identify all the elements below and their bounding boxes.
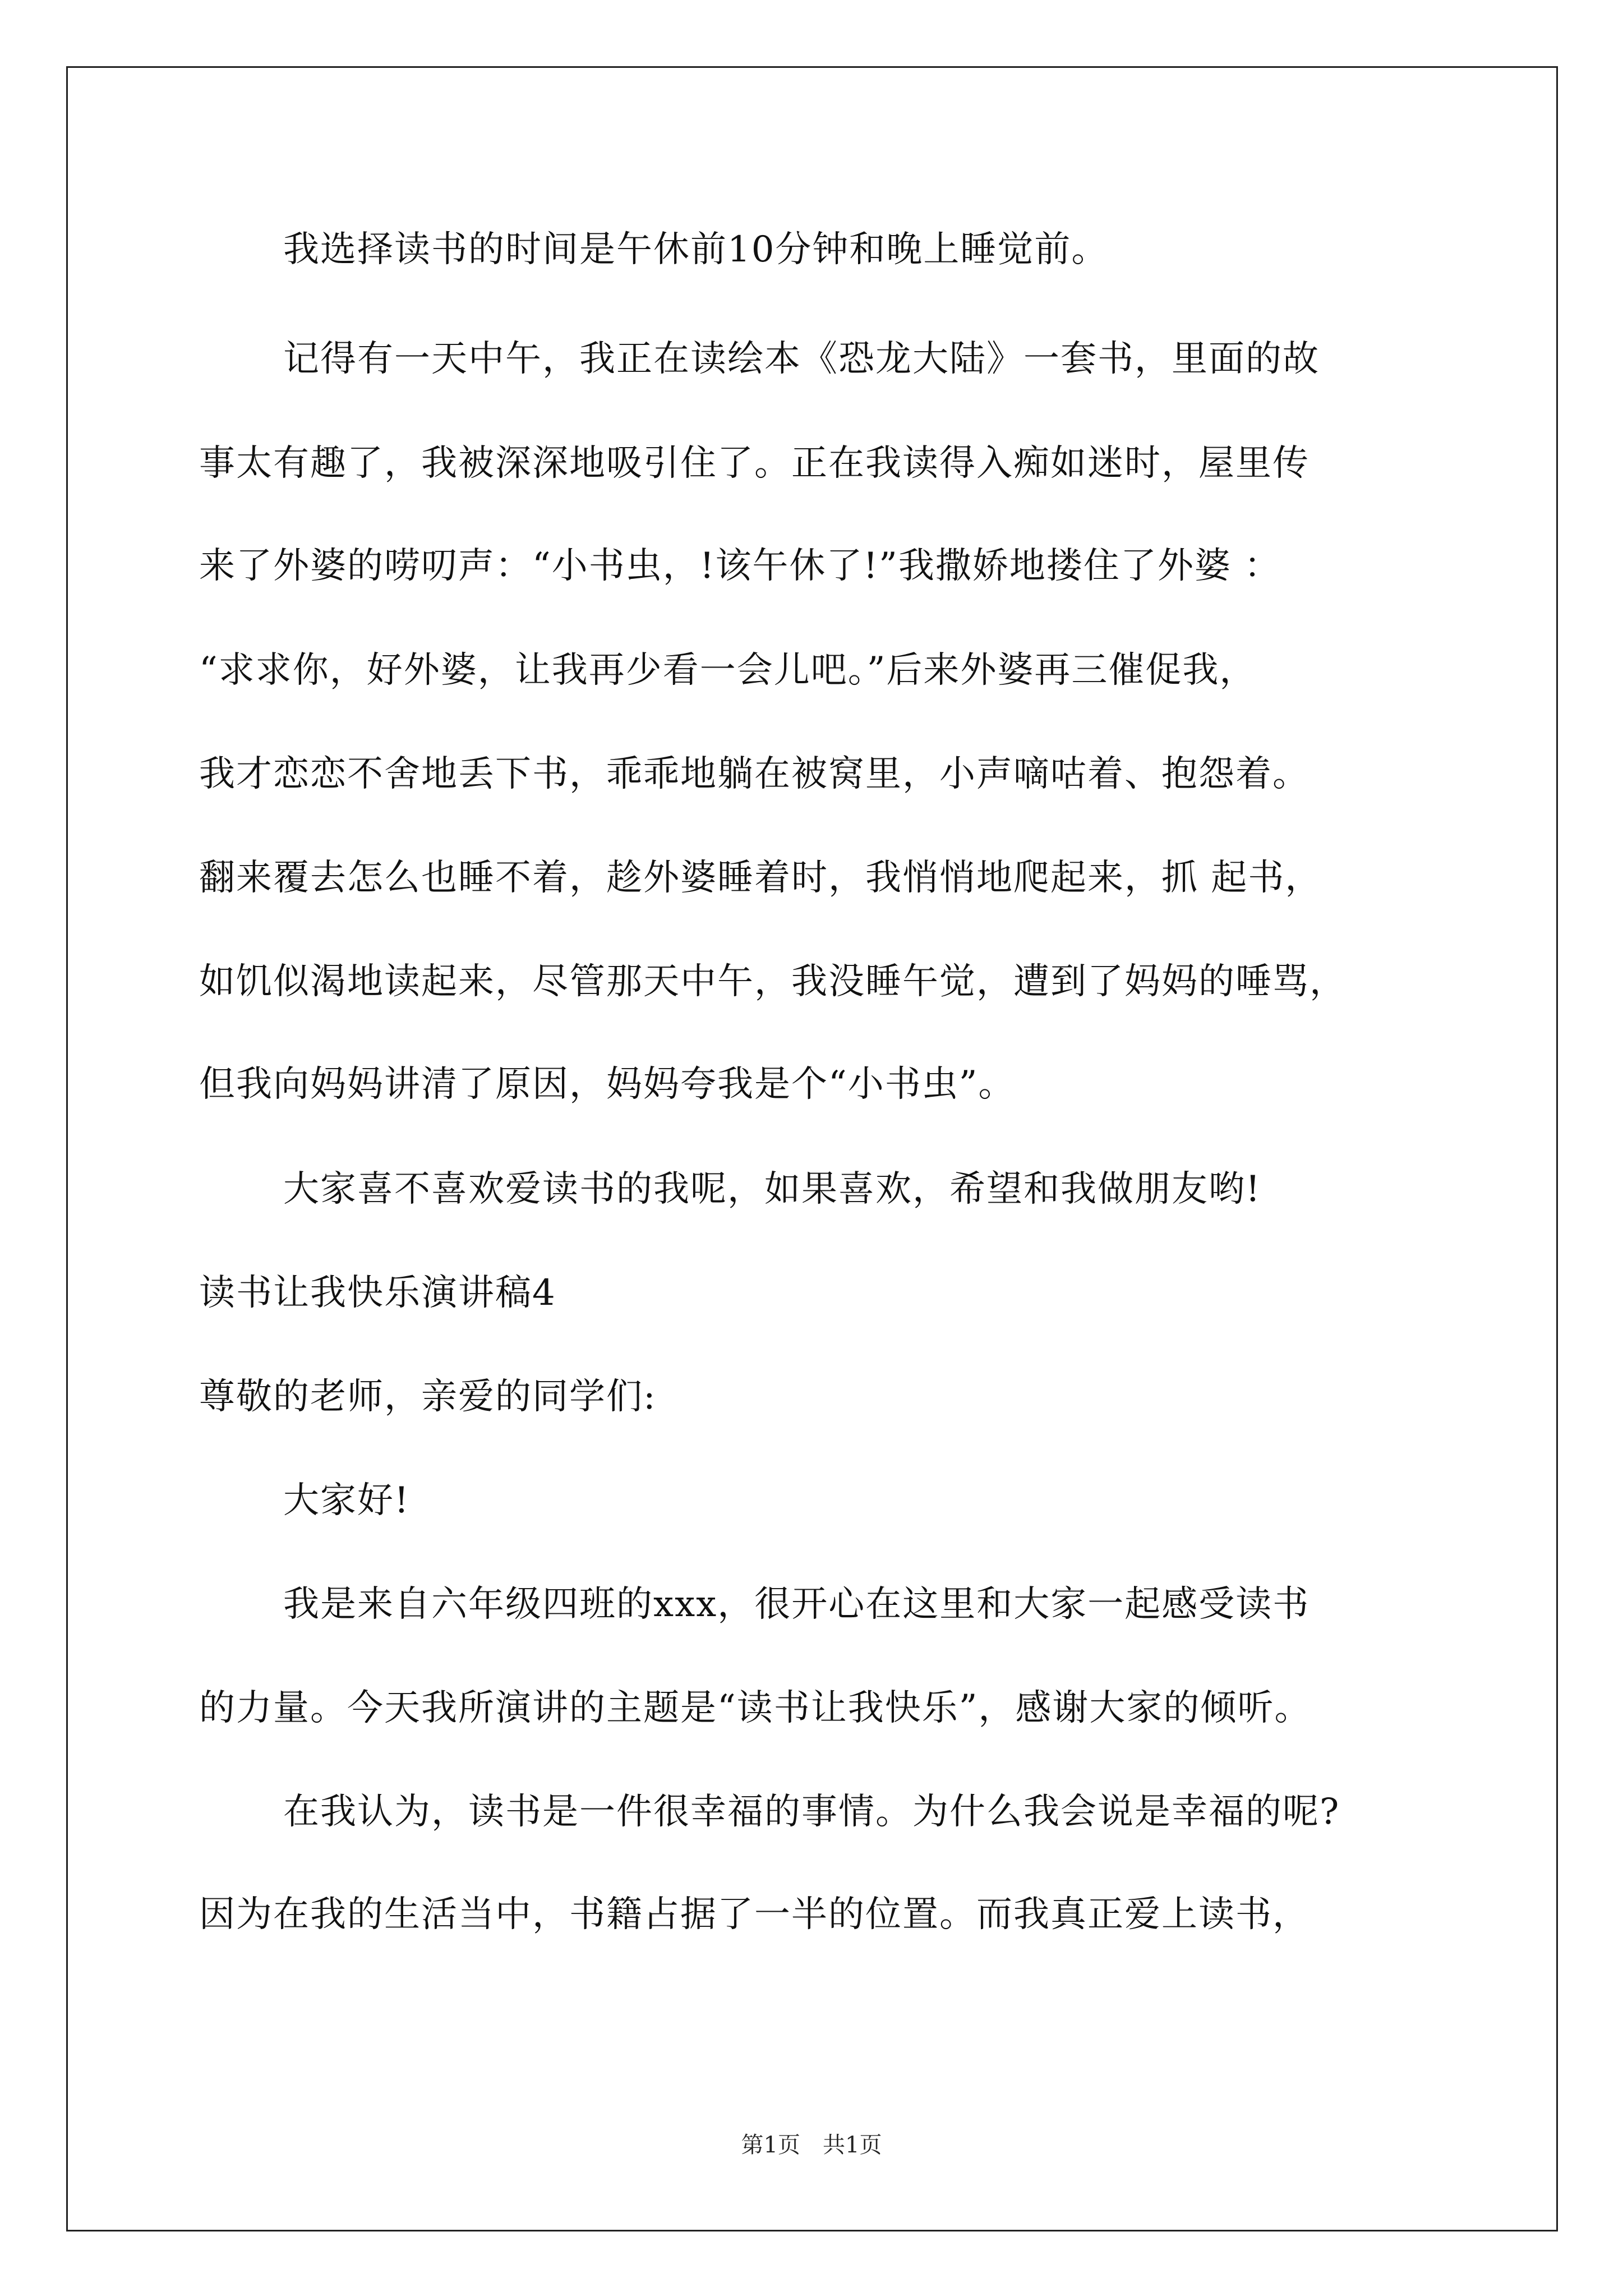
paragraph-line: 在我认为，读书是一件很幸福的事情。为什么我会说是幸福的呢? xyxy=(283,1791,1340,1833)
paragraph-line: 的力量。今天我所演讲的主题是“读书让我快乐”，感谢大家的倾听。 xyxy=(199,1687,1312,1729)
paragraph-line: 但我向妈妈讲清了原因，妈妈夸我是个“小书虫”。 xyxy=(199,1064,1016,1105)
paragraph-line: 事太有趣了，我被深深地吸引住了。正在我读得入痴如迷时，屋里传 xyxy=(199,443,1310,484)
paragraph-line: 因为在我的生活当中，书籍占据了一半的位置。而我真正爱上读书， xyxy=(199,1894,1310,1935)
paragraph-line: 来了外婆的唠叨声：“小书虫，!该午休了!”我撒娇地搂住了外婆 ： xyxy=(199,545,1281,587)
paragraph-line: 记得有一天中午，我正在读绘本《恐龙大陆》一套书，里面的故 xyxy=(283,338,1320,380)
paragraph-line: 大家喜不喜欢爱读书的我呢，如果喜欢，希望和我做朋友哟! xyxy=(283,1168,1261,1210)
paragraph-line: “求求你，好外婆，让我再少看一会儿吧。”后来外婆再三催促我， xyxy=(199,650,1257,691)
paragraph-line: 翻来覆去怎么也睡不着，趁外婆睡着时，我悄悄地爬起来，抓 起书， xyxy=(199,857,1322,899)
section-heading: 读书让我快乐演讲稿4 xyxy=(199,1272,556,1314)
paragraph-line: 如饥似渴地读起来，尽管那天中午，我没睡午觉，遭到了妈妈的唾骂， xyxy=(199,961,1347,1002)
paragraph-line: 我选择读书的时间是午休前10分钟和晚上睡觉前。 xyxy=(283,229,1109,270)
greeting: 大家好! xyxy=(283,1480,410,1521)
page-footer: 第1页 共1页 xyxy=(741,2132,882,2158)
salutation: 尊敬的老师，亲爱的同学们: xyxy=(199,1376,657,1418)
paragraph-line: 我是来自六年级四班的xxx，很开心在这里和大家一起感受读书 xyxy=(283,1584,1310,1625)
paragraph-line: 我才恋恋不舍地丢下书，乖乖地躺在被窝里，小声嘀咕着、抱怨着。 xyxy=(199,753,1310,795)
